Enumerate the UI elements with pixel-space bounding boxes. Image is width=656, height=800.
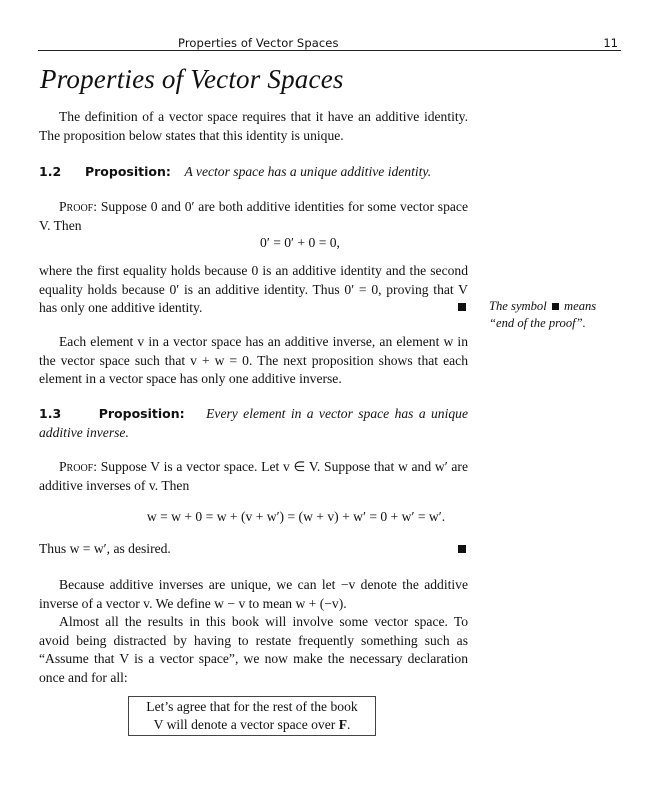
qed-square-icon xyxy=(458,303,466,311)
inverse-paragraph: Each element v in a vector space has an additive inverse, an element w in the vector space such that v + w = 0. The next proposition shows that each element in a vector space has only one additive inverse. xyxy=(39,334,468,386)
proof-label: Proof: xyxy=(59,459,98,474)
convention-line-2-end: . xyxy=(347,716,351,732)
notation-paragraph: Because additive inverses are unique, we can let −v denote the additive inverse of a vector v. We define w − v to mean w + (−v). xyxy=(39,577,468,611)
proof-1-3-conclusion: Thus w = w′, as desired. xyxy=(39,541,171,556)
proof-text: Suppose V is a vector space. Let v ∈ V. Suppose that w and w′ are additive inverses of v. Then xyxy=(39,459,468,493)
margin-note-line-1 xyxy=(489,298,629,315)
convention-box xyxy=(128,696,376,736)
convention-line-2-text: V will denote a vector space over xyxy=(153,716,339,732)
margin-note xyxy=(489,298,629,332)
convention-line-1: Let’s agree that for the rest of the book xyxy=(146,699,358,714)
proof-1-3-opening xyxy=(39,458,468,495)
field-symbol: F xyxy=(338,716,347,732)
proposition-label: Proposition: xyxy=(98,406,185,421)
proof-1-2-opening xyxy=(39,198,468,235)
section-title: Properties of Vector Spaces xyxy=(40,64,344,94)
page-number: 11 xyxy=(603,36,618,50)
proposition-1-2 xyxy=(39,162,468,181)
proof-1-2-conclusion: where the first equality holds because 0 is an additive identity and the second equality holds because 0′ is an additive identity. Thus 0′ = 0, proving that V has only one additive identity. xyxy=(39,263,468,315)
margin-note-suffix: means xyxy=(564,299,597,313)
intro-paragraph: The definition of a vector space requires that it have an additive identity. The proposition below states that this identity is unique. xyxy=(39,109,468,143)
proof-text: Suppose 0 and 0′ are both additive identities for some vector space V. Then xyxy=(39,199,468,233)
proposition-label: Proposition: xyxy=(84,164,171,179)
equation-inverse: w = w + 0 = w + (v + w′) = (w + v) + w′ = 0 + w′ = w′. xyxy=(146,509,446,524)
proposition-statement: A vector space has a unique additive identity. xyxy=(184,164,432,179)
declaration-paragraph: Almost all the results in this book will involve some vector space. To avoid being distracted by having to restate frequently something such as “Assume that V is a vector space”, we now make the necessary declaration once and for all: xyxy=(39,614,468,685)
margin-note-prefix: The symbol xyxy=(489,299,547,313)
proof-label: Proof: xyxy=(59,199,98,214)
proposition-1-3 xyxy=(39,404,468,442)
equation-identity: 0′ = 0′ + 0 = 0, xyxy=(260,235,340,250)
qed-square-icon xyxy=(552,303,559,310)
proposition-number: 1.2 xyxy=(39,164,62,179)
margin-note-line-2: “end of the proof”. xyxy=(489,316,586,330)
qed-square-icon xyxy=(458,545,466,553)
convention-line-2 xyxy=(129,716,375,734)
proposition-number: 1.3 xyxy=(39,406,62,421)
running-title: Properties of Vector Spaces xyxy=(178,36,339,50)
header-rule xyxy=(38,50,621,51)
proposition-statement: Every element in a vector space has a unique additive inverse. xyxy=(39,406,468,440)
